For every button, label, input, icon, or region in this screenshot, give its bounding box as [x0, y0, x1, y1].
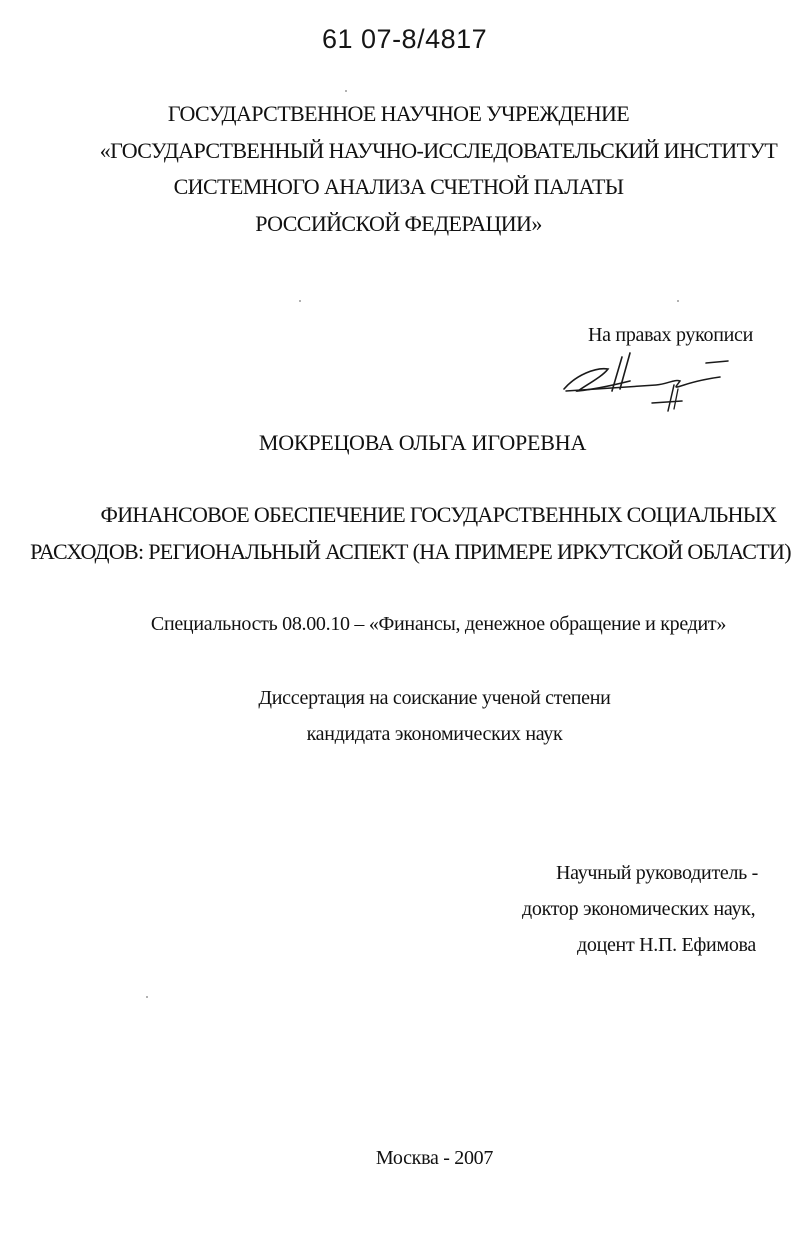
archive-number-stamp: 61 07-8/4817	[322, 24, 488, 54]
scan-speck	[677, 300, 679, 302]
manuscript-note: На правах рукописи	[588, 324, 753, 346]
supervisor-line-1: Научный руководитель -	[556, 862, 759, 884]
author-name: МОКРЕЦОВА ОЛЬГА ИГОРЕВНА	[258, 430, 587, 455]
institution-line-3: СИСТЕМНОГО АНАЛИЗА СЧЕТНОЙ ПАЛАТЫ	[173, 174, 624, 199]
handwritten-signature	[556, 345, 736, 415]
dissertation-line-2: кандидата экономических наук	[306, 723, 563, 745]
specialty-line: Специальность 08.00.10 – «Финансы, денежное обращение и кредит»	[150, 613, 727, 635]
scan-speck	[299, 300, 301, 302]
supervisor-line-3: доцент Н.П. Ефимова	[577, 934, 756, 956]
supervisor-line-2: доктор экономических наук,	[522, 898, 756, 920]
title-line-1: ФИНАНСОВОЕ ОБЕСПЕЧЕНИЕ ГОСУДАРСТВЕННЫХ СОЦИАЛЬНЫХ	[100, 502, 777, 527]
title-line-2: РАСХОДОВ: РЕГИОНАЛЬНЫЙ АСПЕКТ (НА ПРИМЕРЕ ИРКУТСКОЙ ОБЛАСТИ)	[30, 539, 791, 564]
scan-speck	[345, 90, 347, 92]
scan-speck	[146, 996, 148, 998]
dissertation-line-1: Диссертация на соискание ученой степени	[258, 687, 611, 709]
place-and-year: Москва - 2007	[375, 1147, 494, 1169]
institution-line-2: «ГОСУДАРСТВЕННЫЙ НАУЧНО-ИССЛЕДОВАТЕЛЬСКИЙ ИНСТИТУТ	[99, 138, 778, 163]
institution-line-4: РОССИЙСКОЙ ФЕДЕРАЦИИ»	[255, 211, 542, 236]
institution-line-1: ГОСУДАРСТВЕННОЕ НАУЧНОЕ УЧРЕЖДЕНИЕ	[167, 101, 630, 126]
